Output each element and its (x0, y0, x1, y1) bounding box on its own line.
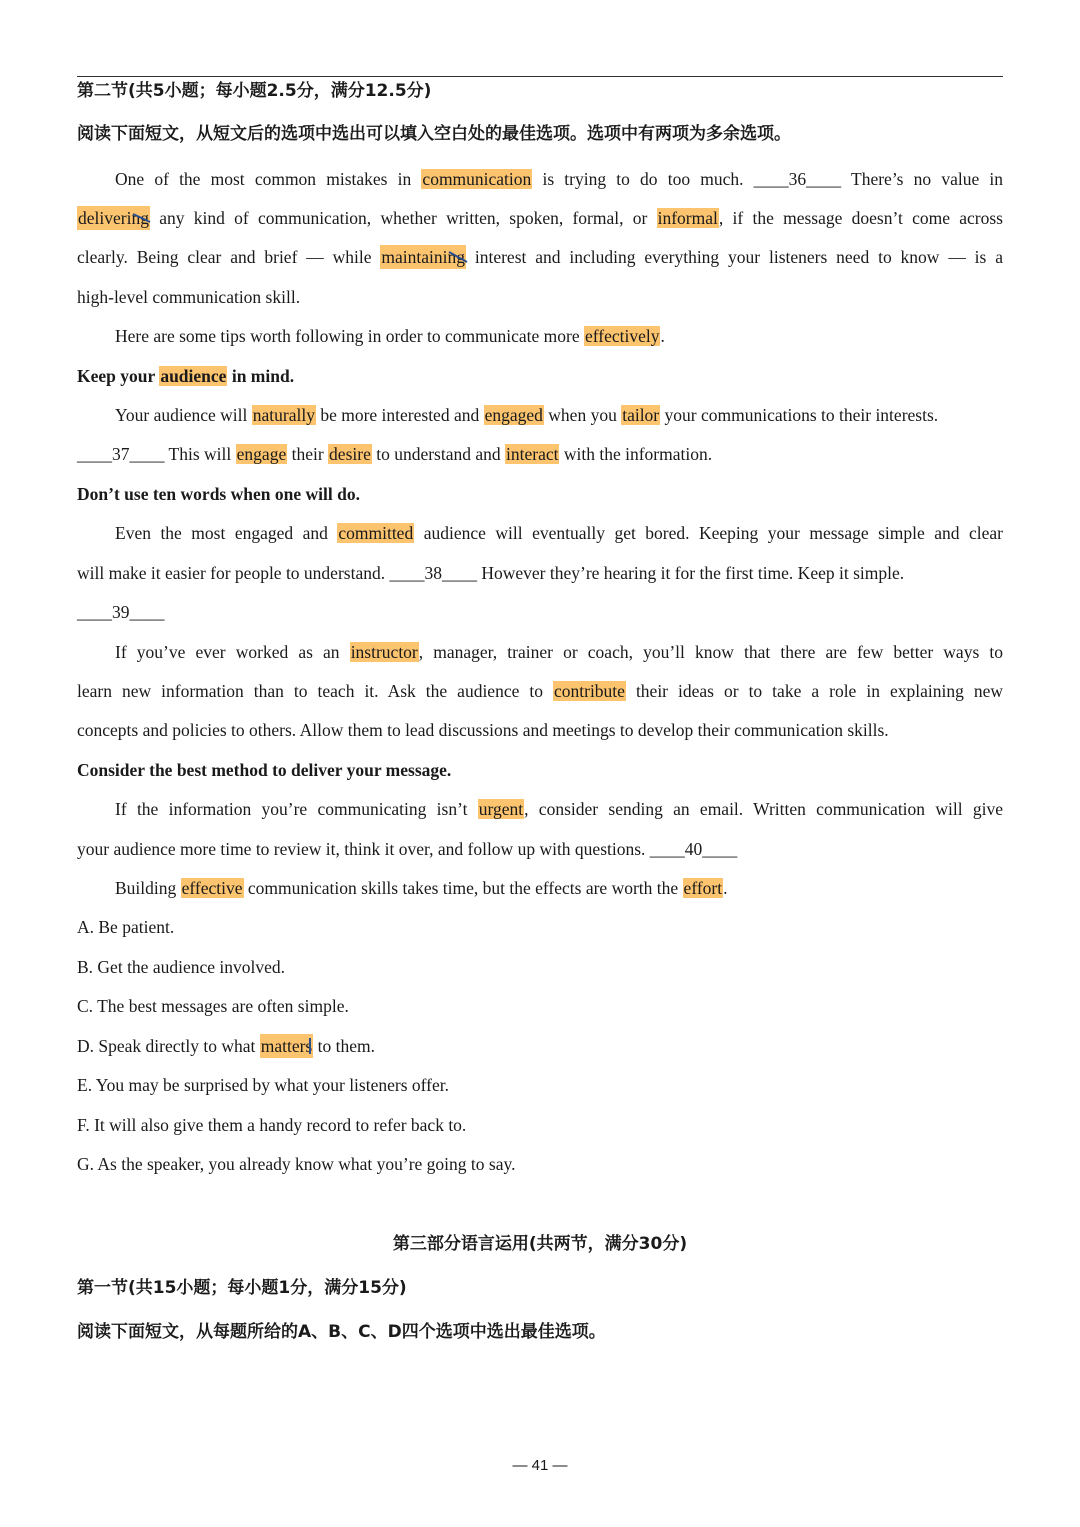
passage-p1-line4: high-level communication skill. (77, 287, 301, 307)
passage-p1-line3: clearly. Being clear and brief — while maintaining interest and including everything your listeners need to know — is a (77, 247, 1003, 267)
passage-p5-line1: If you’ve ever worked as an instructor, manager, trainer or coach, you’ll know that there are few better ways to (115, 642, 1003, 662)
passage-p4-line3: ____39____ (77, 602, 165, 622)
highlight-word: engaged (484, 405, 543, 425)
page-number: — 41 — (512, 1457, 568, 1474)
passage-p2: Here are some tips worth following in order to communicate more effectively. (115, 326, 665, 346)
option-b: B. Get the audience involved. (77, 957, 285, 977)
passage-p7: Building effective communication skills takes time, but the effects are worth the effort. (115, 878, 728, 898)
option-c: C. The best messages are often simple. (77, 996, 349, 1016)
passage-p6-line2: your audience more time to review it, think it over, and follow up with questions. ____40____ (77, 839, 738, 859)
section2-title: 第二节(共5小题；每小题2.5分，满分12.5分) (77, 81, 432, 101)
option-d: D. Speak directly to what matters to them. (77, 1036, 375, 1056)
highlight-word: maintaining (380, 245, 466, 269)
highlight-word: interact (506, 444, 559, 464)
option-a: A. Be patient. (77, 917, 175, 937)
passage-p6-line1: If the information you’re communicating isn’t urgent, consider sending an email. Written communication will give (115, 799, 1003, 819)
highlight-word: naturally (252, 405, 315, 425)
highlight-word: desire (329, 444, 371, 464)
highlight-word: informal (657, 208, 718, 228)
part3-section1-title: 第一节(共15小题；每小题1分，满分15分) (77, 1278, 407, 1298)
highlight-word: matters (260, 1034, 314, 1058)
tip-heading-2: Don’t use ten words when one will do. (77, 484, 360, 504)
highlight-word: urgent (478, 799, 524, 819)
passage-p5-line2: learn new information than to teach it. Ask the audience to contribute their ideas or to take a role in explaining new (77, 681, 1003, 701)
part3-instructions: 阅读下面短文，从每题所给的A、B、C、D四个选项中选出最佳选项。 (77, 1322, 606, 1342)
highlight-word: effort (683, 878, 723, 898)
top-rule (77, 76, 1003, 77)
highlight-word: committed (338, 523, 414, 543)
option-f: F. It will also give them a handy record to refer back to. (77, 1115, 467, 1135)
section2-instructions: 阅读下面短文，从短文后的选项中选出可以填入空白处的最佳选项。选项中有两项为多余选项。 (77, 124, 791, 144)
tip-heading-3: Consider the best method to deliver your message. (77, 760, 452, 780)
passage-p3-line2: ____37____ This will engage their desire to understand and interact with the information. (77, 444, 713, 464)
passage-p5-line3: concepts and policies to others. Allow them to lead discussions and meetings to develop their communication skills. (77, 720, 889, 740)
highlight-word: delivering (77, 206, 150, 230)
highlight-word: effectively (584, 326, 660, 346)
passage-p1-line1: One of the most common mistakes in communication is trying to do too much. ____36____ There’s no value in (115, 169, 1003, 189)
highlight-word: instructor (350, 642, 418, 662)
passage-p4-line2: will make it easier for people to understand. ____38____ However they’re hearing it for the first time. Keep it simple. (77, 563, 905, 583)
highlight-word: communication (422, 169, 532, 189)
highlight-word: contribute (553, 681, 625, 701)
highlight-word: engage (236, 444, 287, 464)
highlight-word: audience (160, 366, 227, 386)
option-e: E. You may be surprised by what your listeners offer. (77, 1075, 449, 1095)
passage-p4-line1: Even the most engaged and committed audience will eventually get bored. Keeping your message simple and clear (115, 523, 1003, 543)
highlight-word: effective (181, 878, 243, 898)
option-g: G. As the speaker, you already know what you’re going to say. (77, 1154, 516, 1174)
passage-p3-line1: Your audience will naturally be more interested and engaged when you tailor your communications to their interests. (115, 405, 939, 425)
highlight-word: tailor (622, 405, 660, 425)
tip-heading-1: Keep your audience in mind. (77, 366, 295, 386)
passage-p1-line2: delivering any kind of communication, whether written, spoken, formal, or informal, if the message doesn’t come across (78, 208, 1003, 228)
part3-title: 第三部分语言运用(共两节，满分30分) (392, 1234, 688, 1254)
